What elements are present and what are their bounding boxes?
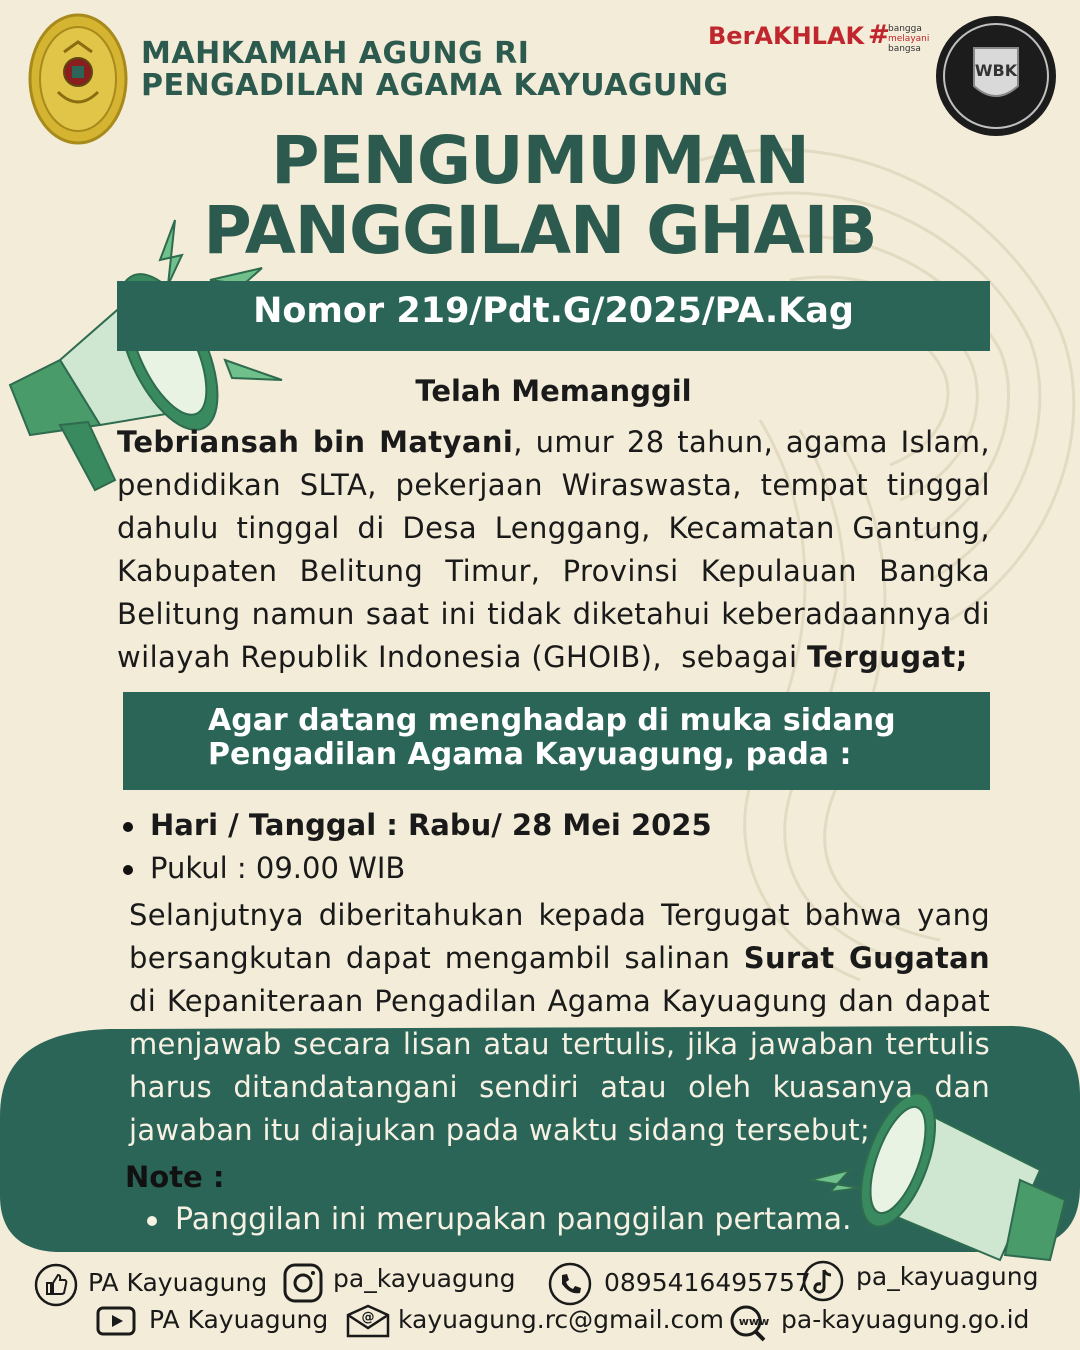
note-label: Note :	[125, 1160, 225, 1194]
party-description	[117, 421, 990, 679]
schedule-date: Hari / Tanggal : Rabu/ 28 Mei 2025	[150, 808, 712, 842]
melayani-word: melayani	[888, 34, 930, 44]
website-icon[interactable]	[728, 1303, 778, 1343]
footer-phone[interactable]: 0895416495757	[604, 1268, 811, 1297]
footer-email[interactable]: kayuagung.rc@gmail.com	[398, 1305, 724, 1334]
facebook-like-icon[interactable]	[34, 1263, 78, 1307]
footer-instagram[interactable]: pa_kayuagung	[333, 1264, 516, 1293]
bangga-melayani-bangsa-logo	[888, 24, 938, 54]
www-label: www	[738, 1315, 770, 1328]
org-name-line2: PENGADILAN AGAMA KAYUAGUNG	[141, 68, 729, 103]
instruction-part3: menjawab secara lisan atau tertulis, jika jawaban tertulis harus ditandatangani sendiri atau oleh kuasanya dan jawaban itu diajukan pada waktu sidang tersebut;	[129, 1027, 990, 1147]
instruction-part1: Selanjutnya diberitahukan kepada Tergugat bahwa yang bersangkutan dapat mengambil salinan	[129, 898, 990, 975]
footer-website[interactable]: pa-kayuagung.go.id	[781, 1305, 1030, 1334]
schedule-time-item	[123, 851, 405, 885]
bullet-dot	[123, 865, 133, 875]
schedule-time: Pukul : 09.00 WIB	[150, 851, 406, 885]
footer-tiktok[interactable]: pa_kayuagung	[856, 1262, 1039, 1291]
party-details: , umur 28 tahun, agama Islam, pendidikan SLTA, pekerjaan Wiraswasta, tempat tinggal dahulu tinggal di Desa Lenggang, Kecamatan Gantung, Kabupaten Belitung Timur, Provinsi Kepulauan Bangka Belitung namun saat ini tidak diketahui keberadaannya di wilayah Republik Indonesia (GHOIB),	[117, 425, 990, 674]
summons-line1: Agar datang menghadap di muka sidang	[208, 703, 896, 738]
svg-text:@: @	[361, 1310, 375, 1325]
bangsa-word: bangsa	[888, 44, 921, 54]
party-role: Tergugat;	[807, 640, 968, 674]
org-name-line1: MAHKAMAH AGUNG RI	[141, 36, 530, 71]
party-role-prefix: sebagai	[662, 640, 808, 674]
summons-line2: Pengadilan Agama Kayuagung, pada :	[208, 737, 852, 772]
phone-icon[interactable]	[548, 1262, 592, 1306]
wbk-center-text: WBK	[974, 61, 1018, 80]
telah-memanggil-heading: Telah Memanggil	[415, 374, 692, 408]
party-name: Tebriansah bin Matyani	[117, 425, 514, 459]
surat-gugatan: Surat Gugatan	[743, 941, 990, 975]
page-title-line1: PENGUMUMAN	[271, 122, 809, 199]
schedule-date-item	[123, 808, 712, 842]
instruction-part2: di Kepaniteraan Pengadilan Agama Kayuagung dan dapat	[129, 984, 990, 1018]
case-number: Nomor 219/Pdt.G/2025/PA.Kag	[253, 291, 854, 331]
page-title-line2: PANGGILAN GHAIB	[203, 192, 877, 269]
tiktok-icon[interactable]	[802, 1260, 844, 1302]
note-text: Panggilan ini merupakan panggilan pertama.	[175, 1202, 852, 1237]
hashtag-logo: #	[868, 20, 890, 50]
summons-text	[208, 704, 968, 772]
bangga-word: bangga	[888, 24, 922, 34]
footer-youtube[interactable]: PA Kayuagung	[149, 1305, 329, 1334]
bullet-dot	[123, 822, 133, 832]
note-item	[147, 1202, 852, 1237]
wbk-zona-integritas-badge	[934, 14, 1058, 138]
email-icon[interactable]	[345, 1303, 391, 1339]
berakhlak-logo: BerAKHLAK	[708, 22, 865, 50]
youtube-icon[interactable]	[96, 1305, 136, 1337]
instruction-paragraph	[129, 894, 990, 1152]
bullet-dot	[147, 1216, 157, 1226]
instagram-icon[interactable]	[282, 1262, 324, 1304]
footer-facebook[interactable]: PA Kayuagung	[88, 1268, 268, 1297]
